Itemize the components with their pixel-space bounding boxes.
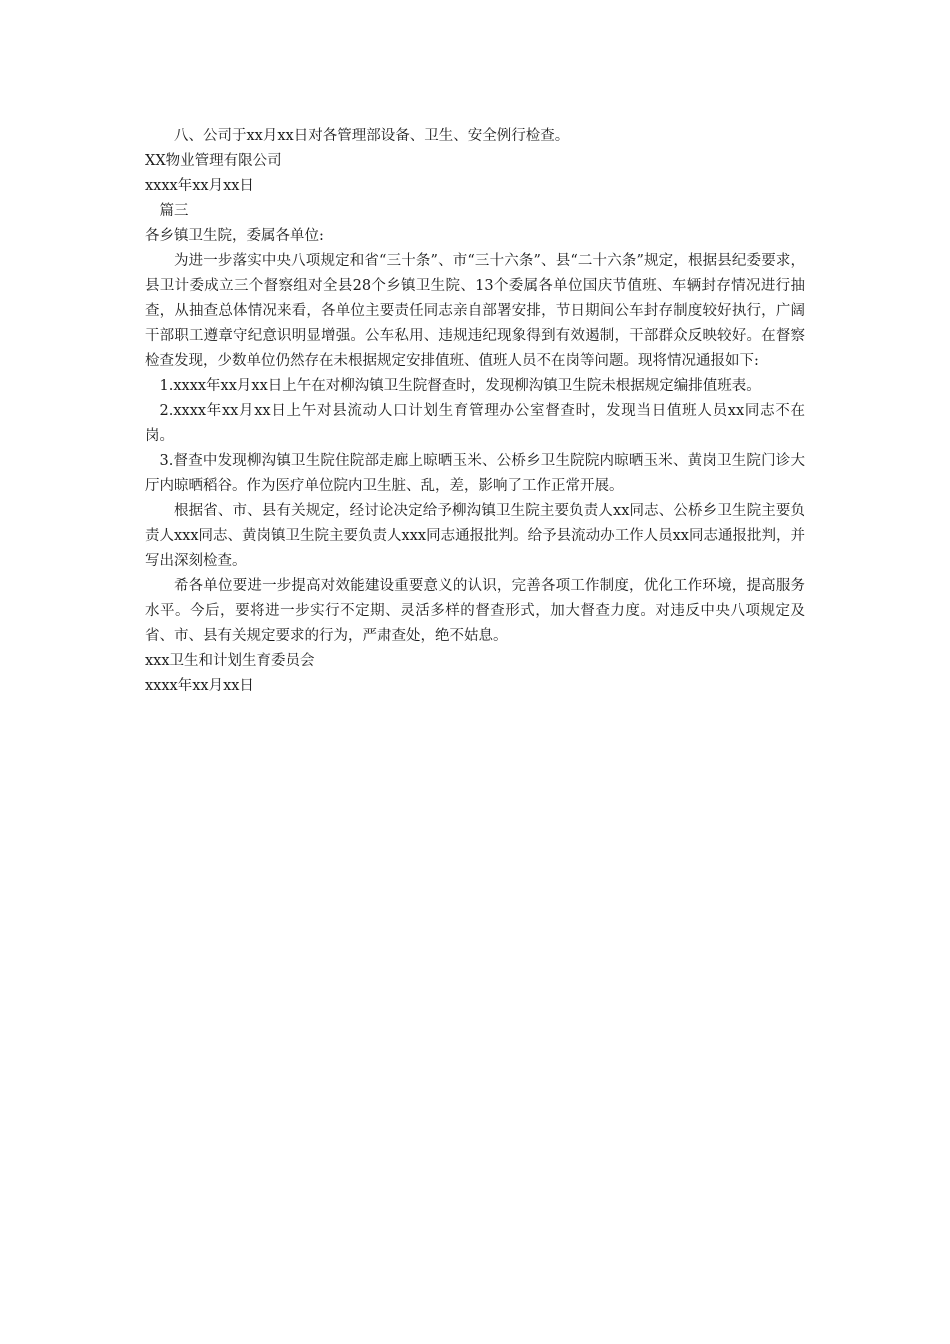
- committee-signature: xxx卫生和计划生育委员会: [145, 653, 315, 669]
- paragraph-intro: 为进一步落实中央八项规定和省“三十条”、市“三十六条”、县“二十六条”规定，根据县纪委要求，县卫计委成立三个督察组对全县28个乡镇卫生院、13个委属各单位国庆节值班、车辆封存情况进行抽查，从抽查总体情况来看，各单位主要责任同志亲自部署安排，节日期间公车封存制度较好执行，广阔干部职工遵章守纪意识明显增强。公车私用、违规违纪现象得到有效遏制，干部群众反映较好。在督察检查发现，少数单位仍然存在未根据规定安排值班、值班人员不在岗等问题。现将情况通报如下:: [145, 253, 805, 369]
- paragraph-hope: 希各单位要进一步提高对效能建设重要意义的认识，完善各项工作制度，优化工作环境，提高服务水平。今后，要将进一步实行不定期、灵活多样的督查形式，加大督查力度。对违反中央八项规定及省、市、县有关规定要求的行为，严肃查处，绝不姑息。: [145, 578, 805, 644]
- company-signature: XX物业管理有限公司: [145, 153, 282, 169]
- list-item-3: 3.督查中发现柳沟镇卫生院住院部走廊上晾晒玉米、公桥乡卫生院院内晾晒玉米、黄岗卫生院门诊大厅内晾晒稻谷。作为医疗单位院内卫生脏、乱，差，影响了工作正常开展。: [145, 453, 805, 494]
- paragraph-decision: 根据省、市、县有关规定，经讨论决定给予柳沟镇卫生院主要负责人xx同志、公桥乡卫生院主要负责人xxx同志、黄岗镇卫生院主要负责人xxx同志通报批判。给予县流动办工作人员xx同志通报批判，并写出深刻检查。: [145, 503, 805, 569]
- section-title: 篇三: [159, 203, 189, 219]
- item-eight: 八、公司于xx月xx日对各管理部设备、卫生、安全例行检查。: [174, 128, 570, 144]
- committee-date: xxxx年xx月xx日: [145, 678, 254, 694]
- list-item-2: 2.xxxx年xx月xx日上午对县流动人口计划生育管理办公室督查时，发现当日值班人员xx同志不在岗。: [145, 403, 805, 444]
- salutation: 各乡镇卫生院，委属各单位:: [145, 228, 324, 244]
- list-item-1: 1.xxxx年xx月xx日上午在对柳沟镇卫生院督查时，发现柳沟镇卫生院未根据规定编排值班表。: [159, 378, 761, 394]
- document-page: [145, 124, 805, 699]
- company-date: xxxx年xx月xx日: [145, 178, 254, 194]
